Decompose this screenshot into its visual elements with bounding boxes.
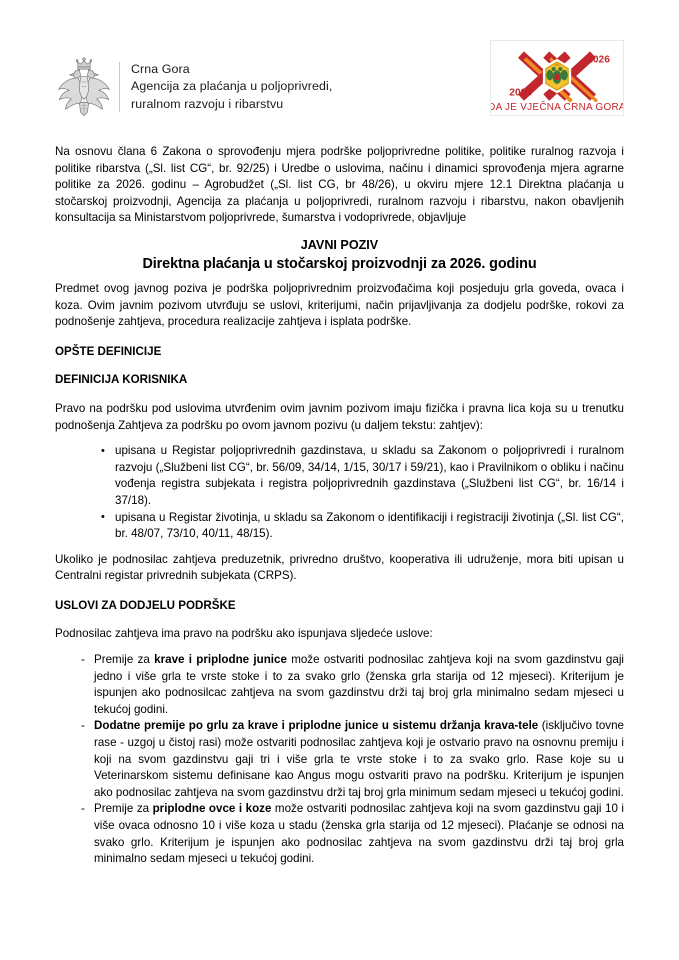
anniversary-logo-graphic — [491, 41, 623, 115]
eligibility-bullet-list — [55, 443, 624, 543]
subject-paragraph: Predmet ovog javnog poziva je podrška poljoprivrednim proizvođačima koji posjeduju grla goveda, ovaca i koza. Ovim javnim pozivom utvrđuju se uslovi, kriterijumi, način prijavljivanja za dodjelu podrške, rokovi za podnošenje zahtjeva, procedura realizacije zahtjeva i isplata podrške. — [55, 281, 624, 329]
heading-user-definition: DEFINICIJA KORISNIKA — [55, 373, 188, 387]
page-subtitle: Direktna plaćanja u stočarskoj proizvodnji za 2026. godinu — [142, 255, 537, 272]
institution-name-block — [131, 61, 332, 114]
anniversary-year-start: 2006 — [509, 87, 533, 99]
anniversary-logo — [490, 40, 624, 116]
page-title: JAVNI POZIV — [300, 237, 379, 252]
list-item — [81, 652, 624, 718]
condition-term: Dodatne premije po grlu za krave i priplodne junice u sistemu držanja krava-tele — [94, 719, 539, 733]
condition-prefix: Premije za — [94, 653, 155, 667]
heading-general-definitions: OPŠTE DEFINICIJE — [55, 344, 162, 358]
document-title-block — [55, 236, 624, 275]
header-divider — [119, 62, 120, 112]
condition-prefix: Premije za — [94, 802, 153, 816]
intro-paragraph: Na osnovu člana 6 Zakona o sprovođenju mjera podrške poljoprivredne politike, politike ruralnog razvoja i politike ribarstva („Sl. list CG“, br. 92/25) i Uredbe o uslovima, načinu i dinamici sprovođenja mjera agrarne politike za 2026. godinu – Agrobudžet („Sl. list CG, br 48/26), u okviru mjere 12.1 Direktna plaćanja u stočarskoj proizvodnji, Agencija za plaćanja u poljoprivredi, ruralnom razvoju i ribarstvu, nakon obavljenih konsultacija sa Ministarstvom poljoprivrede, šumarstva i vodoprivrede, objavljuje — [55, 145, 624, 225]
anniversary-year-end: 2026 — [587, 54, 610, 66]
conditions-intro: Podnosilac zahtjeva ima pravo na podršku ako ispunjava sljedeće uslove: — [55, 627, 433, 641]
conditions-list — [55, 652, 624, 868]
agency-name-line2: ruralnom razvoju i ribarstvu — [131, 96, 284, 111]
legal-entity-note: Ukoliko je podnosilac zahtjeva preduzetnik, privredno društvo, kooperativa ili udruženje, mora biti upisan u Centralni registar privrednih subjekata (CRPS). — [55, 552, 624, 583]
condition-term: priplodne ovce i koze — [152, 802, 272, 816]
list-item — [81, 718, 624, 801]
document-header — [55, 0, 624, 136]
heading-support-conditions: USLOVI ZA DODJELU PODRŠKE — [55, 598, 236, 612]
agency-name-line1: Agencija za plaćanja u poljoprivredi, — [131, 79, 333, 94]
condition-text: (isključivo tovne rase - uzgoj u čistoj rasi) može ostvariti podnosilac zahtjeva koji je ostvario pravo na osnovnu premiju i koji na svom gazdinstvu gaji tri i više grla te vrste stoke i to za svako grlo. Rase koje su u Veterinarskom sistemu definisane kao Angus mogu ostvariti pravo na podršku. Kriterijum je ispunjen ako podnosilac zahtjeva na svom gazdinstvu drži taj broj grla minimum sedam mjeseci u tekućoj godini. — [94, 719, 624, 799]
list-item: • upisana u Registar životinja, u skladu sa Zakonom o identifikaciji i registraciji životinja („Sl. list CG“, br. 48/07, 73/10, 40/11, 48/15). — [101, 510, 624, 543]
document-body — [55, 144, 624, 868]
institution-identity — [55, 56, 332, 118]
list-item: • upisana u Registar poljoprivrednih gazdinstava, u skladu sa Zakonom o poljoprivredi i ruralnom razvoju („Službeni list CG“, br. 56/09, 34/14, 1/15, 30/17 i 59/21), kao i Pravilnikom o obliku i načinu vođenja registra subjekata i registra poljoprivrednih gazdinstava („Službeni list CG“, br. 16/14 i 37/18). — [101, 443, 624, 509]
condition-term: krave i priplodne junice — [154, 653, 287, 667]
right-to-support-paragraph: Pravo na podršku pod uslovima utvrđenim ovim javnim pozivom imaju fizička i pravna lica koja su u trenutku podnošenja Zahtjeva za podršku po ovom javnom pozivu (u daljem tekstu: zahtjev): — [55, 401, 624, 432]
montenegro-coat-of-arms-icon — [55, 56, 113, 118]
anniversary-slogan: DA JE VJEČNA CRNA GORA — [491, 102, 623, 114]
condition-text: može ostvariti podnosilac zahtjeva koji na svom gazdinstvu gaji 10 i više ovaca odnosno 10 i više koza u stadu (ženska grla starija od 12 mjeseci). Plaćanje se odnosi na svako grlo. Kriterijum je ispunjen ako podnosilac zahtjeva na svom gazdinstvu drži taj broj grla minimalno sedam mjeseci u tekućoj godini. — [94, 802, 624, 866]
country-name: Crna Gora — [131, 61, 190, 76]
list-item — [81, 801, 624, 867]
condition-text: može ostvariti podnosilac zahtjeva koji na svom gazdinstvu gaji jedno i više grla te vrste stoke i to za svako grlo (ženska grla starija od 12 mjeseci). Kriterijum je ispunjen ako podnosilcac zahtjeva na svom gazdinstvu drži taj broj grla minimalno sedam mjeseci u tekućoj godini. — [94, 653, 624, 716]
